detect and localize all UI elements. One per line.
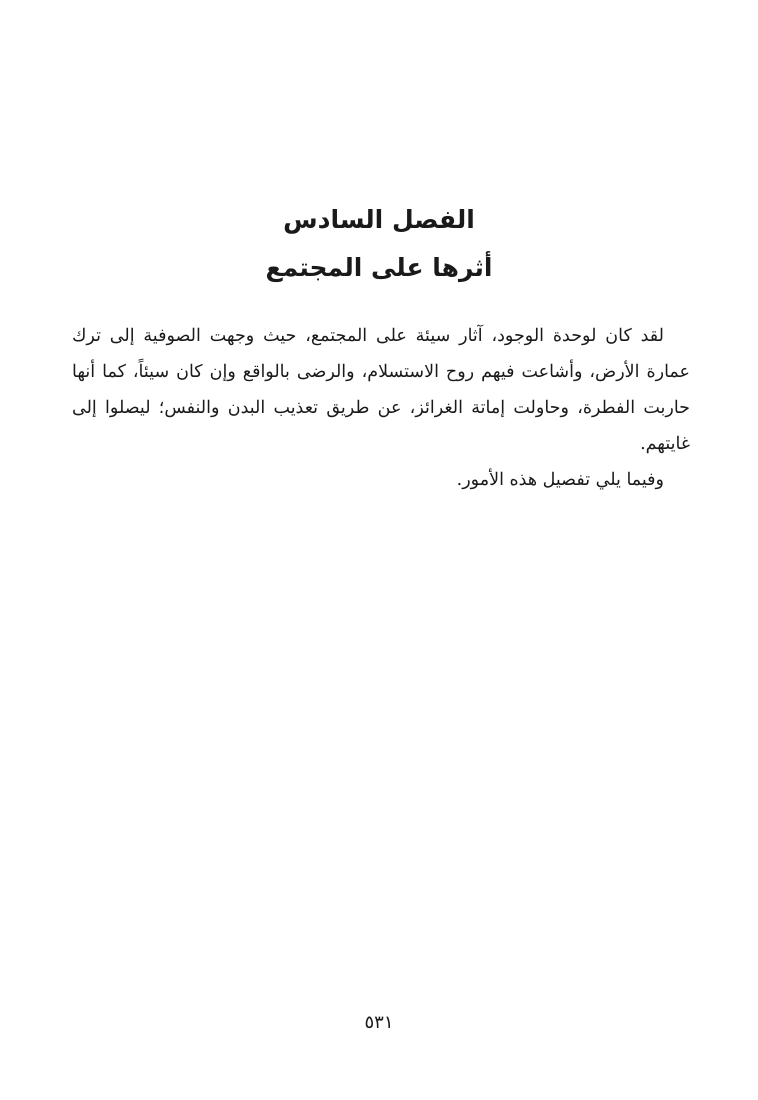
chapter-header xyxy=(0,196,758,292)
body-text xyxy=(72,318,690,498)
paragraph-intro: لقد كان لوحدة الوجود، آثار سيئة على المجتمع، حيث وجهت الصوفية إلى ترك عمارة الأرض، وأشاعت فيهم روح الاستسلام، والرضى بالواقع وإن كان سيئاً، كما أنها حاربت الفطرة، وحاولت إماتة الغرائز، عن طريق تعذيب البدن والنفس؛ ليصلوا إلى غايتهم. xyxy=(72,326,690,454)
paragraph-outline: وفيما يلي تفصيل هذه الأمور. xyxy=(456,470,664,490)
page-number: ٥٣١ xyxy=(364,1012,394,1033)
chapter-subtitle: أثرها على المجتمع xyxy=(265,253,493,282)
chapter-title: الفصل السادس xyxy=(283,205,475,234)
